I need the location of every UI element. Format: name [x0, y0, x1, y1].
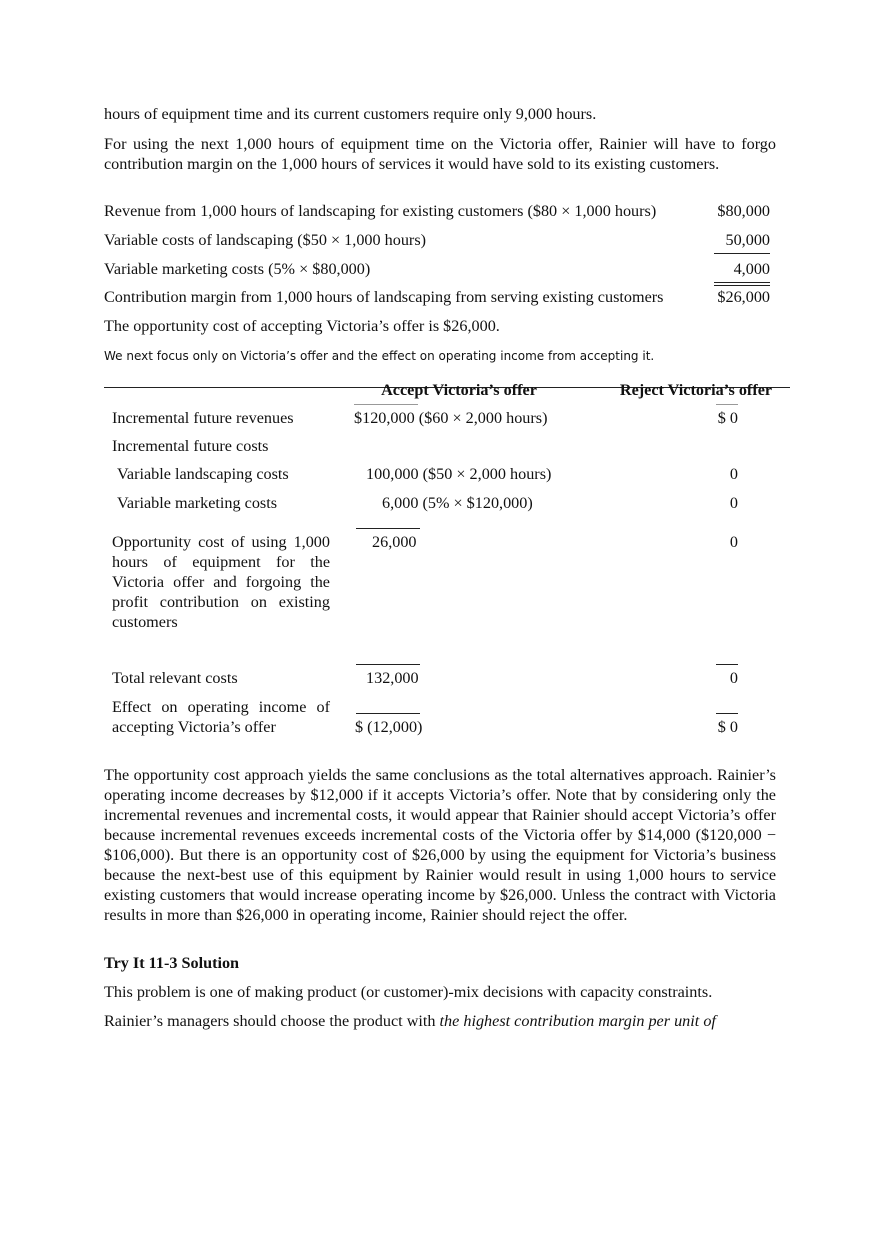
- calc-amount: 4,000: [733, 260, 770, 278]
- forgo-paragraph: For using the next 1,000 hours of equipment time on the Victoria offer, Rainier will have to forgo contribution margin on the 1,000 hours of services it would have sold to its existing customers.: [104, 135, 776, 173]
- section-paragraph-2: [104, 1011, 770, 1031]
- focus-note: We next focus only on Victoria’s offer and the effect on operating income from accepting it.: [104, 349, 655, 363]
- calc-label: Revenue from 1,000 hours of landscaping for existing customers ($80 × 1,000 hours): [104, 202, 657, 220]
- section-paragraph-1: This problem is one of making product (or customer)-mix decisions with capacity constraints.: [104, 983, 713, 1001]
- column-header-reject: Reject Victoria’s offer: [619, 381, 773, 399]
- header-underline-reject: [716, 404, 738, 405]
- calc-amount: $80,000: [717, 202, 770, 220]
- intro-fragment: hours of equipment time and its current customers require only 9,000 hours.: [104, 105, 597, 123]
- effect-rule-accept: [356, 713, 420, 714]
- calc-row-revenue: [104, 201, 770, 223]
- table-cell-accept: 26,000: [372, 533, 417, 551]
- calc-underline: [714, 253, 770, 254]
- section-heading: Try It 11-3 Solution: [104, 954, 240, 972]
- column-header-accept: Accept Victoria’s offer: [381, 381, 537, 399]
- total-rule-accept: [356, 664, 420, 665]
- table-cell-accept: $120,000 ($60 × 2,000 hours): [354, 409, 548, 427]
- calc-label: Contribution margin from 1,000 hours of landscaping from serving existing customers: [104, 288, 664, 306]
- calc-double-underline-top: [714, 282, 770, 283]
- calc-amount: $26,000: [717, 288, 770, 306]
- table-cell-reject: $ 0: [717, 718, 738, 736]
- calc-double-underline-bottom: [714, 285, 770, 286]
- header-underline-accept: [354, 404, 418, 405]
- table-cell-reject: 0: [729, 669, 738, 687]
- subtotal-rule-accept: [356, 528, 420, 529]
- total-rule-reject: [716, 664, 738, 665]
- table-row-label: Incremental future revenues: [112, 409, 294, 427]
- section-paragraph-2-text: Rainier’s managers should choose the product with: [104, 1012, 440, 1030]
- calc-label: Variable costs of landscaping ($50 × 1,000 hours): [104, 231, 427, 249]
- effect-rule-reject: [716, 713, 738, 714]
- table-cell-reject: 0: [729, 533, 738, 551]
- table-cell-reject: $ 0: [717, 409, 738, 427]
- table-cell-accept: 132,000: [366, 669, 419, 687]
- calc-row-variable-landscaping: [104, 230, 770, 252]
- table-row-label: Total relevant costs: [112, 669, 238, 687]
- table-cell-accept: 6,000 (5% × $120,000): [382, 494, 533, 512]
- section-paragraph-2-emphasis: the highest contribution margin per unit of: [439, 1012, 716, 1030]
- calc-row-contribution-margin: [104, 287, 770, 309]
- calc-row-variable-marketing: [104, 259, 770, 281]
- calc-label: Variable marketing costs (5% × $80,000): [104, 260, 371, 278]
- calc-amount: 50,000: [725, 231, 770, 249]
- table-row-label: Variable marketing costs: [117, 494, 278, 512]
- discussion-paragraph: The opportunity cost approach yields the same conclusions as the total alternatives approach. Rainier’s operating income decreases by $12,000 if it accepts Victoria’s offer. Note that by considering only the incremental revenues and incremental costs, it would appear that Rainier should accept Victoria’s offer because incremental revenues exceeds incremental costs of the Victoria offer by $14,000 ($120,000 − $106,000). But there is an opportunity cost of $26,000 by using the equipment for Victoria’s business because the next-best use of this equipment by Rainier would result in using 1,000 hours to service existing customers that would increase operating income by $26,000. Unless the contract with Victoria results in more than $26,000 in operating income, Rainier should reject the offer.: [104, 766, 776, 924]
- table-cell-accept: $ (12,000): [355, 718, 423, 736]
- table-row-label: Opportunity cost of using 1,000 hours of equipment for the Victoria offer and forgoing the profit contribution on existing customers: [112, 533, 330, 631]
- table-cell-reject: 0: [729, 494, 738, 512]
- table-row-label: Effect on operating income of accepting Victoria’s offer: [112, 698, 330, 736]
- opportunity-cost-conclusion: The opportunity cost of accepting Victoria’s offer is $26,000.: [104, 317, 500, 335]
- table-row-label: Variable landscaping costs: [117, 465, 289, 483]
- table-row-label: Incremental future costs: [112, 437, 269, 455]
- table-cell-accept: 100,000 ($50 × 2,000 hours): [366, 465, 552, 483]
- table-cell-reject: 0: [729, 465, 738, 483]
